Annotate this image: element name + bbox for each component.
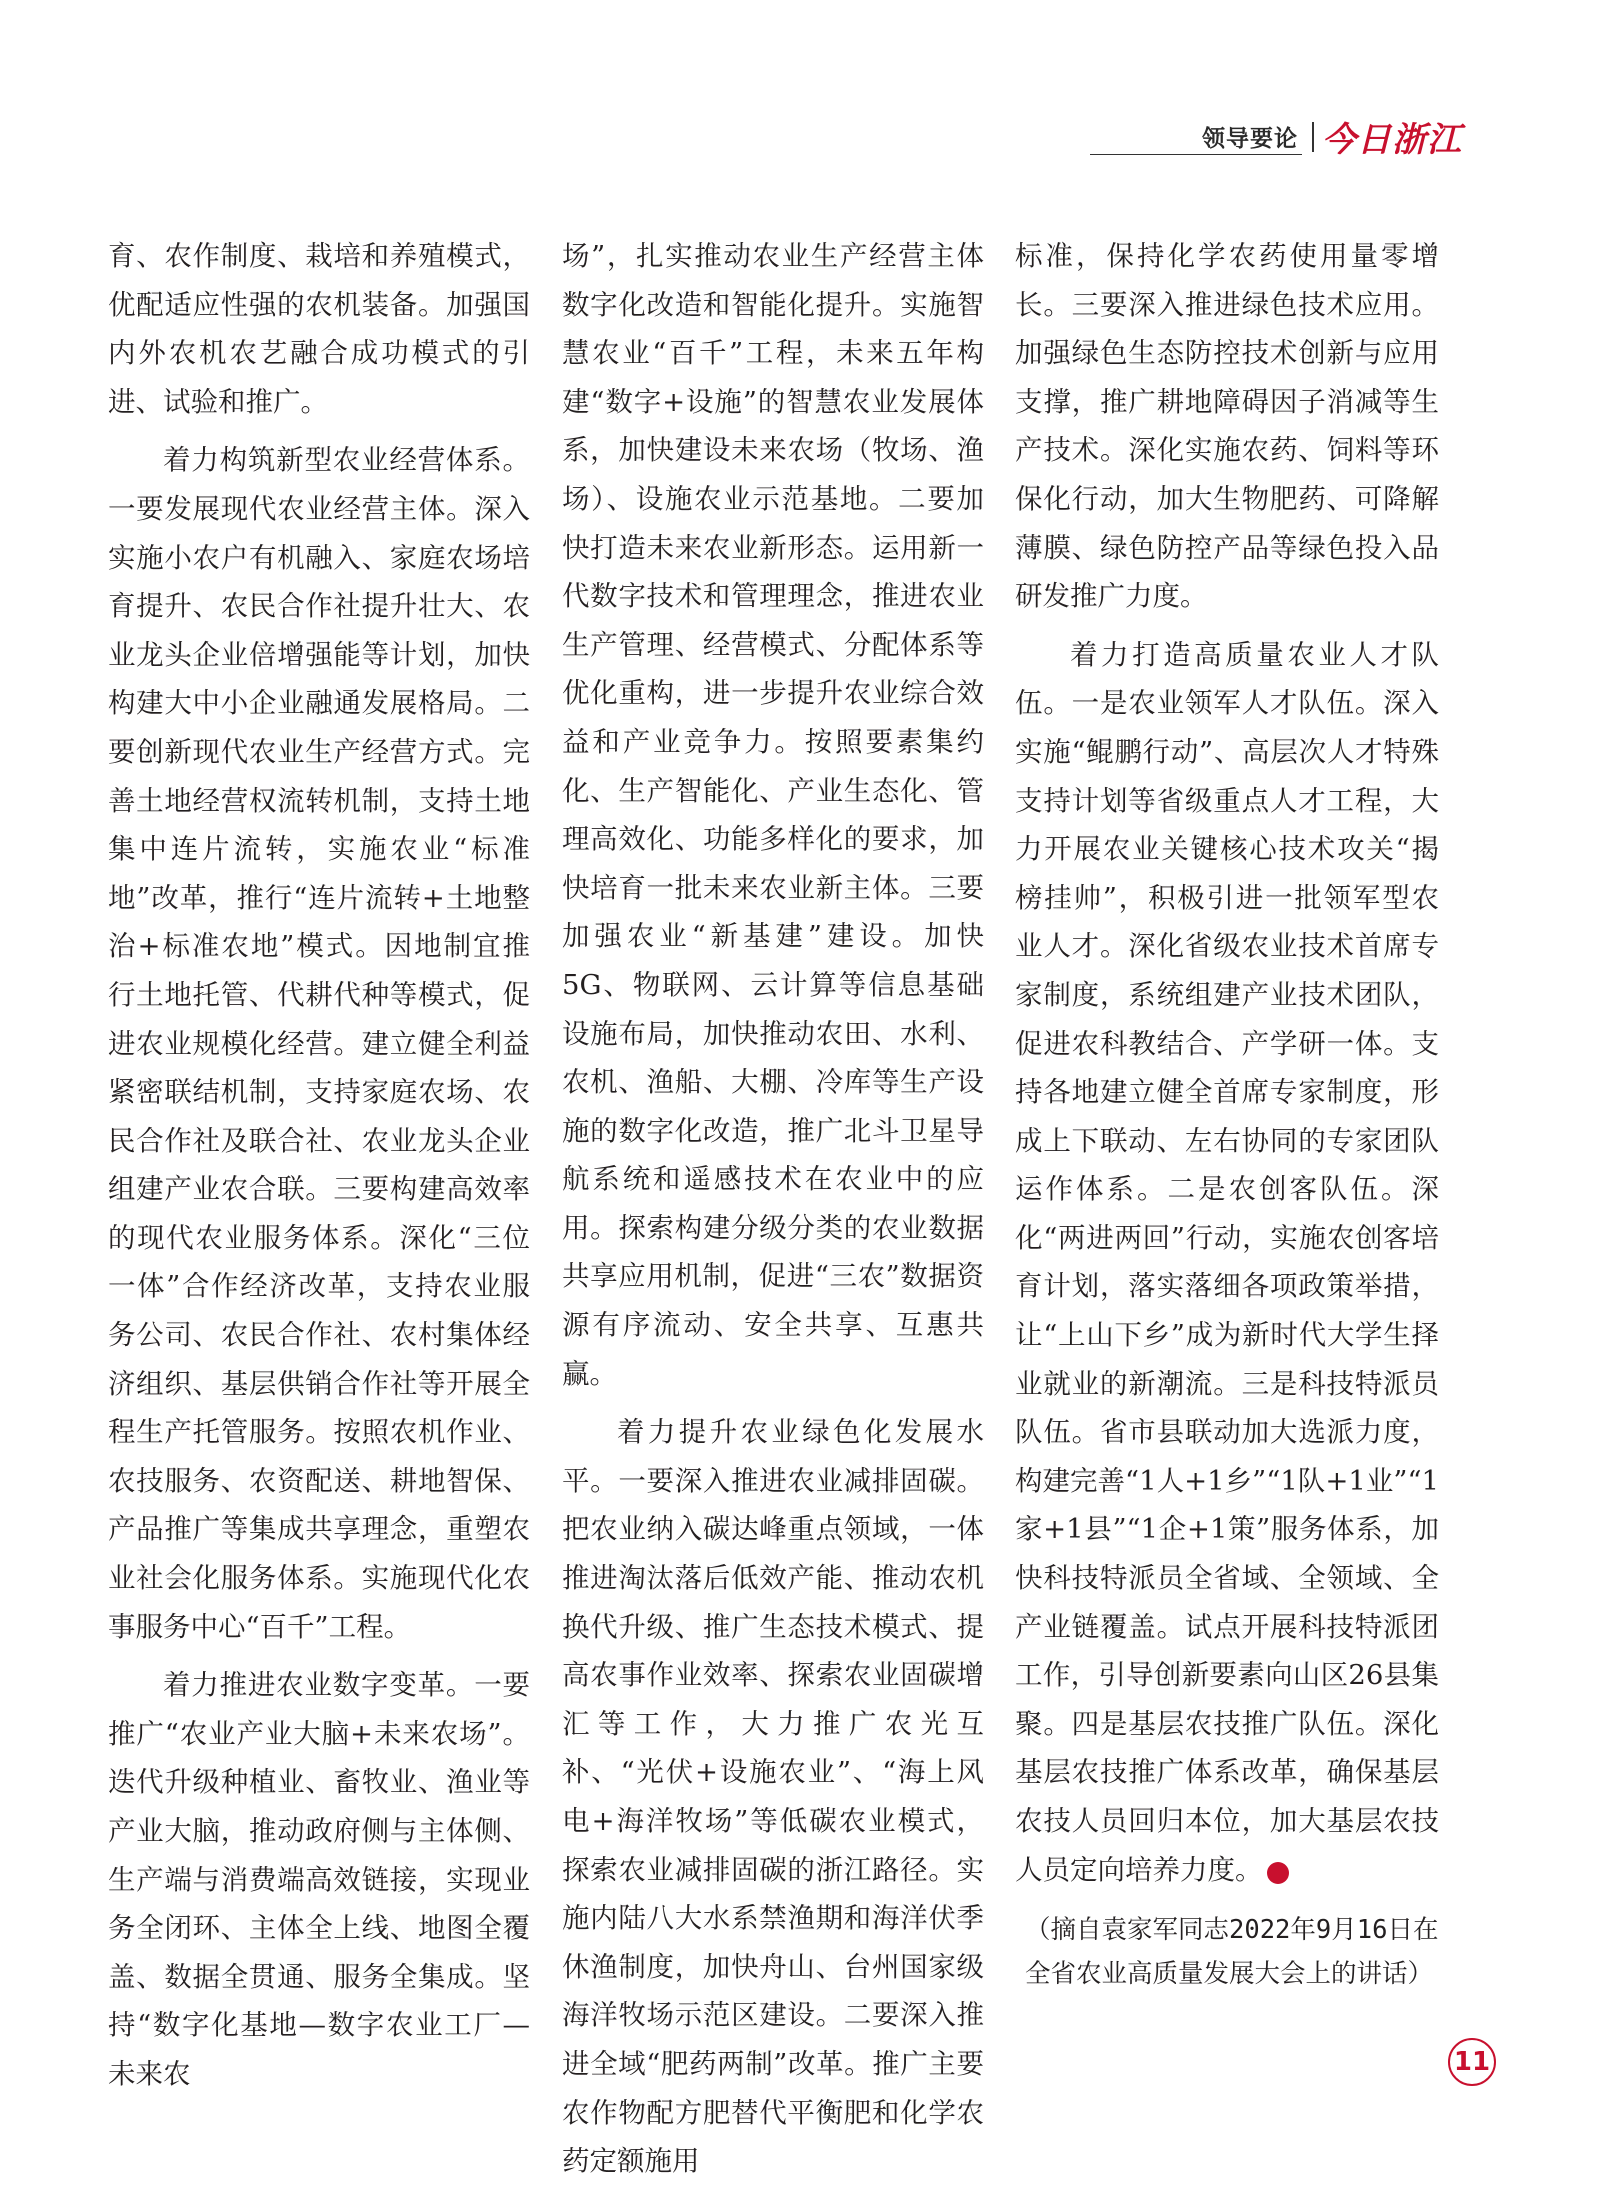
header-divider	[1312, 122, 1314, 152]
paragraph: 着力推进农业数字变革。一要推广“农业产业大脑+未来农场”。迭代升级种植业、畜牧业、渔业等产业大脑，推动政府侧与主体侧、生产端与消费端高效链接，实现业务全闭环、主体全上线、地图全覆盖、数据全贯通、服务全集成。坚持“数字化基地—数字农业工厂—未来农	[108, 1669, 530, 2090]
paragraph: 着力提升农业绿色化发展水平。一要深入推进农业减排固碳。把农业纳入碳达峰重点领域，一体推进淘汰落后低效产能、推动农机换代升级、推广生态技术模式、提高农事作业效率、探索农业固碳增汇等工作，大力推广农光互补、“光伏+设施农业”、“海上风电+海洋牧场”等低碳农业模式，探索农业减排固碳的浙江路径。实施内陆八大水系禁渔期和海洋伏季休渔制度，加快舟山、台州国家级海洋牧场示范区建设。二要深入推进全域“肥药两制”改革。推广主要农作物配方肥替代平衡肥和化学农药定额施用	[562, 1416, 984, 2178]
text-column-2	[562, 232, 984, 2196]
text-column-3	[1015, 232, 1439, 1996]
paragraph: 育、农作制度、栽培和养殖模式，优配适应性强的农机装备。加强国内外农机农艺融合成功模式的引进、试验和推广。	[108, 240, 530, 418]
paragraph: 着力构筑新型农业经营体系。一要发展现代农业经营主体。深入实施小农户有机融入、家庭农场培育提升、农民合作社提升壮大、农业龙头企业倍增强能等计划，加快构建大中小企业融通发展格局。二要创新现代农业生产经营方式。完善土地经营权流转机制，支持土地集中连片流转，实施农业“标准地”改革，推行“连片流转+土地整治+标准农地”模式。因地制宜推行土地托管、代耕代种等模式，促进农业规模化经营。建立健全利益紧密联结机制，支持家庭农场、农民合作社及联合社、农业龙头企业组建产业农合联。三要构建高效率的现代农业服务体系。深化“三位一体”合作经济改革，支持农业服务公司、农民合作社、农村集体经济组织、基层供销合作社等开展全程生产托管服务。按照农机作业、农技服务、农资配送、耕地智保、产品推广等集成共享理念，重塑农业社会化服务体系。实施现代化农事服务中心“百千”工程。	[108, 444, 530, 1643]
header-rule	[1090, 154, 1302, 155]
end-mark-icon: 今	[1267, 1862, 1289, 1884]
magazine-logo: 今日浙江	[1322, 120, 1462, 160]
page-number: 11	[1448, 2038, 1496, 2086]
source-note: （摘自袁家军同志2022年9月16日在全省农业高质量发展大会上的讲话）	[1025, 1915, 1439, 1990]
text-column-1	[108, 232, 530, 2109]
paragraph: 场”，扎实推动农业生产经营主体数字化改造和智能化提升。实施智慧农业“百千”工程，未来五年构建“数字+设施”的智慧农业发展体系，加快建设未来农场（牧场、渔场）、设施农业示范基地。二要加快打造未来农业新形态。运用新一代数字技术和管理理念，推进农业生产管理、经营模式、分配体系等优化重构，进一步提升农业综合效益和产业竞争力。按照要素集约化、生产智能化、产业生态化、管理高效化、功能多样化的要求，加快培育一批未来农业新主体。三要加强农业“新基建”建设。加快5G、物联网、云计算等信息基础设施布局，加快推动农田、水利、农机、渔船、大棚、冷库等生产设施的数字化改造，推广北斗卫星导航系统和遥感技术在农业中的应用。探索构建分级分类的农业数据共享应用机制，促进“三农”数据资源有序流动、安全共享、互惠共赢。	[562, 240, 984, 1390]
paragraph: 标准，保持化学农药使用量零增长。三要深入推进绿色技术应用。加强绿色生态防控技术创新与应用支撑，推广耕地障碍因子消减等生产技术。深化实施农药、饲料等环保化行动，加大生物肥药、可降解薄膜、绿色防控产品等绿色投入品研发推广力度。	[1015, 240, 1439, 613]
paragraph-text: 着力打造高质量农业人才队伍。一是农业领军人才队伍。深入实施“鲲鹏行动”、高层次人才特殊支持计划等省级重点人才工程，大力开展农业关键核心技术攻关“揭榜挂帅”，积极引进一批领军型农业人才。深化省级农业技术首席专家制度，系统组建产业技术团队，促进农科教结合、产学研一体。支持各地建立健全首席专家制度，形成上下联动、左右协同的专家团队运作体系。二是农创客队伍。深化“两进两回”行动，实施农创客培育计划，落实落细各项政策举措，让“上山下乡”成为新时代大学生择业就业的新潮流。三是科技特派员队伍。省市县联动加大选派力度，构建完善“1人+1乡”“1队+1业”“1家+1县”“1企+1策”服务体系，加快科技特派员全省域、全领域、全产业链覆盖。试点开展科技特派团工作，引导创新要素向山区26县集聚。四是基层农技推广队伍。深化基层农技推广体系改革，确保基层农技人员回归本位，加大基层农技人员定向培养力度。	[1015, 638, 1439, 1886]
header-section-title: 领导要论	[1202, 126, 1298, 152]
paragraph-final	[1015, 631, 1439, 1894]
